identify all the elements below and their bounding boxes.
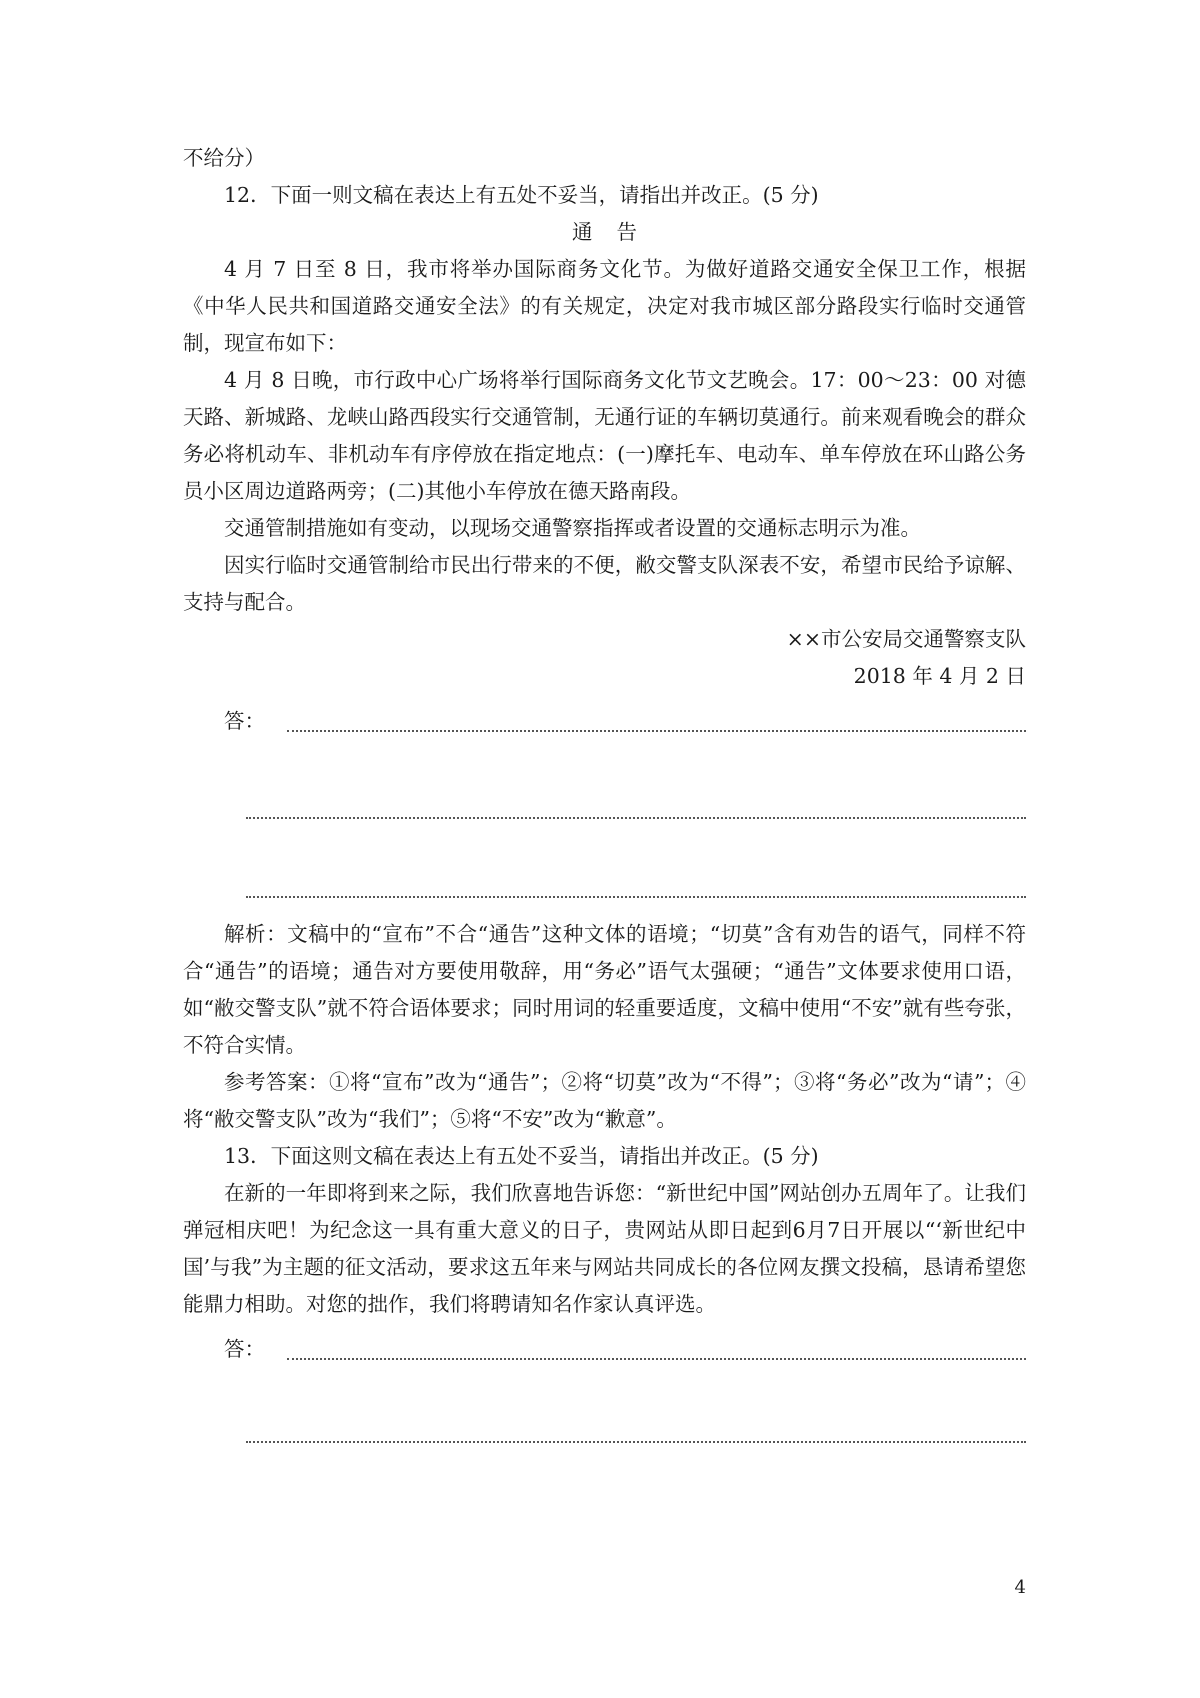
answer-line bbox=[287, 1357, 1026, 1360]
notice-paragraph-2: 4 月 8 日晚，市行政中心广场将举行国际商务文化节文艺晚会。17：00～23：00 对德天路、新城路、龙峡山路西段实行交通管制，无通行证的车辆切莫通行。前来观看晚会的群众务必将机动车、非机动车有序停放在指定地点：(一)摩托车、电动车、单车停放在环山路公务员小区周边道路两旁；(二)其他小车停放在德天路南段。 bbox=[183, 368, 1026, 503]
page-number: 4 bbox=[1014, 1577, 1026, 1598]
answer-row-q12 bbox=[183, 703, 1026, 740]
analysis-paragraph: 解析：文稿中的“宣布”不合“通告”这种文体的语境；“切莫”含有劝告的语气，同样不符合“通告”的语境；通告对方要使用敬辞，用“务必”语气太强硬；“通告”文体要求使用口语，如“敝交警支队”就不符合语体要求；同时用词的轻重要适度，文稿中使用“不安”就有些夸张，不符合实情。 bbox=[183, 922, 1026, 1057]
notice-paragraph-4: 因实行临时交通管制给市民出行带来的不便，敝交警支队深表不安，希望市民给予谅解、支持与配合。 bbox=[183, 553, 1026, 614]
notice-signature-org: ××市公安局交通警察支队 bbox=[786, 627, 1026, 651]
answer-line bbox=[287, 729, 1026, 732]
question-13: 13．下面这则文稿在表达上有五处不妥当，请指出并改正。(5 分) bbox=[224, 1144, 819, 1168]
answer-line bbox=[246, 1440, 1026, 1443]
notice-signature-date: 2018 年 4 月 2 日 bbox=[853, 664, 1026, 688]
prev-answer-tail: 不给分） bbox=[183, 146, 265, 170]
notice-paragraph-3: 交通管制措施如有变动，以现场交通警察指挥或者设置的交通标志明示为准。 bbox=[224, 516, 921, 540]
question-12: 12．下面一则文稿在表达上有五处不妥当，请指出并改正。(5 分) bbox=[224, 183, 819, 207]
reference-answer: 参考答案：①将“宣布”改为“通告”；②将“切莫”改为“不得”；③将“务必”改为“请”；④将“敝交警支队”改为“我们”；⑤将“不安”改为“歉意”。 bbox=[183, 1070, 1026, 1131]
question-13-text: 在新的一年即将到来之际，我们欣喜地告诉您：“新世纪中国”网站创办五周年了。让我们弹冠相庆吧！为纪念这一具有重大意义的日子，贵网站从即日起到6月7日开展以“‘新世纪中国’与我”为主题的征文活动，要求这五年来与网站共同成长的各位网友撰文投稿，恳请希望您能鼎力相助。对您的拙作，我们将聘请知名作家认真评选。 bbox=[183, 1181, 1026, 1316]
notice-title: 通告 bbox=[572, 220, 661, 244]
answer-label: 答： bbox=[224, 709, 265, 733]
notice-paragraph-1: 4 月 7 日至 8 日，我市将举办国际商务文化节。为做好道路交通安全保卫工作，根据《中华人民共和国道路交通安全法》的有关规定，决定对我市城区部分路段实行临时交通管制，现宣布如下： bbox=[183, 257, 1026, 355]
answer-row-q13 bbox=[183, 1331, 1026, 1368]
document-page bbox=[183, 140, 1026, 1443]
answer-label: 答： bbox=[224, 1337, 265, 1361]
